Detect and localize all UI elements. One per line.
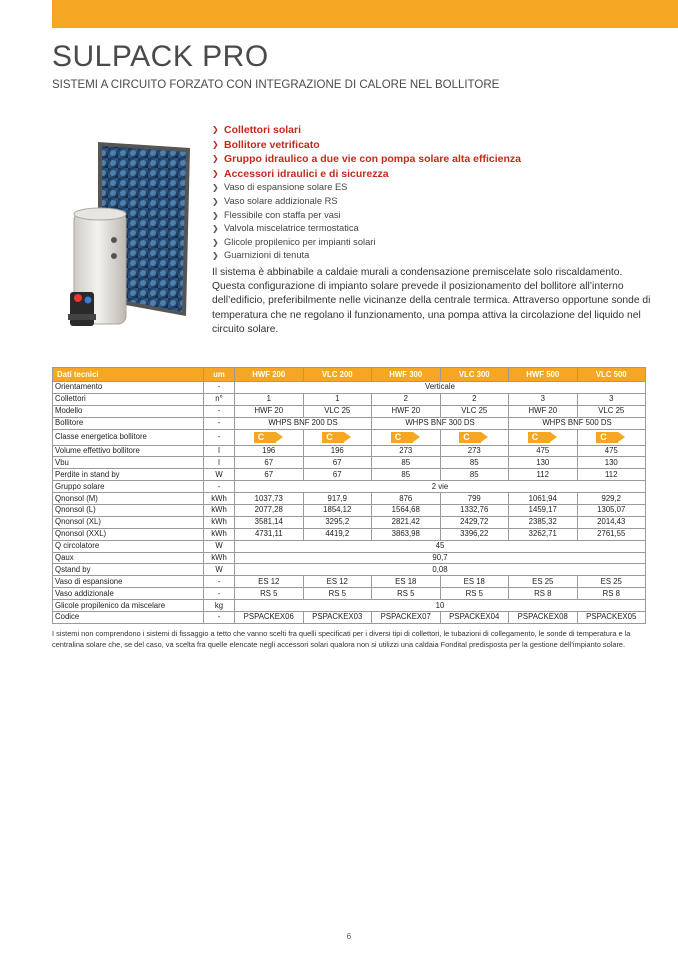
table-row <box>53 445 646 457</box>
value-cell: 1 <box>235 393 304 405</box>
value-cell: 2 vie <box>235 481 646 493</box>
value-cell: 2 <box>440 393 509 405</box>
chevron-right-icon: ❯ <box>212 125 219 134</box>
page-number: 6 <box>346 932 352 941</box>
unit-cell: kg <box>204 600 235 612</box>
chevron-right-icon: ❯ <box>212 183 219 193</box>
value-cell: 1305,07 <box>577 505 646 517</box>
table-row <box>53 540 646 552</box>
value-cell: 2761,55 <box>577 528 646 540</box>
energy-class-cell <box>235 429 304 445</box>
value-cell: 85 <box>372 469 441 481</box>
value-cell: RS 5 <box>440 588 509 600</box>
value-cell: 112 <box>577 469 646 481</box>
chevron-right-icon: ❯ <box>212 168 219 178</box>
table-row <box>53 469 646 481</box>
table-row <box>53 405 646 417</box>
feature-item: ❯ Accessori idraulici e di sicurezza <box>212 167 389 180</box>
column-header: HWF 500 <box>509 368 578 382</box>
unit-cell: - <box>204 612 235 624</box>
row-label: Qnonsol (XL) <box>53 516 204 528</box>
table-row <box>53 382 646 394</box>
value-cell: 4419,2 <box>303 528 372 540</box>
chevron-right-icon: ❯ <box>212 251 219 261</box>
value-cell: PSPACKEX04 <box>440 612 509 624</box>
value-cell: 10 <box>235 600 646 612</box>
accessory-item: ❯ Valvola miscelatrice termostatica <box>212 222 652 236</box>
unit-cell: l <box>204 457 235 469</box>
value-cell: 475 <box>509 445 578 457</box>
row-label: Qnonsol (XXL) <box>53 528 204 540</box>
table-row <box>53 564 646 576</box>
value-cell: VLC 25 <box>440 405 509 417</box>
row-label: Q circolatore <box>53 540 204 552</box>
feature-item: ❯ Bollitore vetrificato <box>212 138 320 151</box>
unit-cell: kWh <box>204 528 235 540</box>
value-cell: ES 12 <box>303 576 372 588</box>
table-row <box>53 393 646 405</box>
unit-cell: - <box>204 588 235 600</box>
value-cell: 112 <box>509 469 578 481</box>
energy-class-badge <box>322 432 352 443</box>
value-cell: 799 <box>440 493 509 505</box>
value-cell: 90,7 <box>235 552 646 564</box>
chevron-right-icon: ❯ <box>212 224 219 234</box>
energy-class-badge <box>528 432 558 443</box>
value-cell: 929,2 <box>577 493 646 505</box>
value-cell: 917,9 <box>303 493 372 505</box>
row-label: Collettori <box>53 393 204 405</box>
value-cell: 1 <box>303 393 372 405</box>
value-cell: ES 12 <box>235 576 304 588</box>
value-cell: 2 <box>372 393 441 405</box>
value-cell: HWF 20 <box>235 405 304 417</box>
energy-class-cell <box>509 429 578 445</box>
row-label: Vbu <box>53 457 204 469</box>
energy-class-cell <box>303 429 372 445</box>
column-header: Dati tecnici <box>53 368 204 382</box>
value-cell: RS 5 <box>372 588 441 600</box>
value-cell: PSPACKEX06 <box>235 612 304 624</box>
row-label: Orientamento <box>53 382 204 394</box>
row-label: Vaso di espansione <box>53 576 204 588</box>
table-row <box>53 505 646 517</box>
table-row <box>53 516 646 528</box>
value-cell: 3262,71 <box>509 528 578 540</box>
unit-cell: l <box>204 445 235 457</box>
feature-item: ❯ Collettori solari <box>212 124 302 136</box>
value-cell: 1037,73 <box>235 493 304 505</box>
accessory-item: ❯ Vaso di espansione solare ES <box>212 181 652 195</box>
value-cell: PSPACKEX05 <box>577 612 646 624</box>
energy-class-badge <box>596 432 626 443</box>
energy-class-label: C <box>531 431 539 442</box>
value-cell: 273 <box>440 445 509 457</box>
energy-class-cell <box>440 429 509 445</box>
technical-data-table <box>52 367 646 624</box>
value-cell: Verticale <box>235 382 646 394</box>
value-cell: 85 <box>440 469 509 481</box>
energy-class-label: C <box>394 431 402 442</box>
value-cell: RS 8 <box>509 588 578 600</box>
unit-cell: - <box>204 417 235 429</box>
unit-cell: W <box>204 469 235 481</box>
energy-class-label: C <box>600 431 607 442</box>
row-label: Gruppo solare <box>53 481 204 493</box>
row-label: Qaux <box>53 552 204 564</box>
row-label: Bollitore <box>53 417 204 429</box>
value-cell: RS 5 <box>303 588 372 600</box>
row-label: Perdite in stand by <box>53 469 204 481</box>
accessory-item: ❯ Glicole propilenico per impianti solari <box>212 236 652 250</box>
energy-class-label: C <box>463 431 470 442</box>
page-subtitle: SISTEMI A CIRCUITO FORZATO CON INTEGRAZIONE DI CALORE NEL BOLLITORE <box>52 79 500 91</box>
value-cell: WHPS BNF 200 DS <box>235 417 372 429</box>
table-row <box>53 588 646 600</box>
unit-cell: - <box>204 429 235 445</box>
value-cell: 85 <box>372 457 441 469</box>
unit-cell: kWh <box>204 552 235 564</box>
row-label: Volume effettivo bollitore <box>53 445 204 457</box>
value-cell: 3581,14 <box>235 516 304 528</box>
feature-list <box>212 123 652 263</box>
table-body <box>53 382 646 624</box>
unit-cell: W <box>204 540 235 552</box>
accessory-item: ❯ Guarnizioni di tenuta <box>212 249 652 263</box>
table-row <box>53 600 646 612</box>
value-cell: 2077,28 <box>235 505 304 517</box>
value-cell: 130 <box>509 457 578 469</box>
value-cell: 1564,68 <box>372 505 441 517</box>
row-label: Glicole propilenico da miscelare <box>53 600 204 612</box>
accessory-item: ❯ Flessibile con staffa per vasi <box>212 209 652 223</box>
table-row <box>53 576 646 588</box>
value-cell: 45 <box>235 540 646 552</box>
table-row <box>53 417 646 429</box>
energy-class-label: C <box>326 431 333 442</box>
value-cell: 2429,72 <box>440 516 509 528</box>
value-cell: WHPS BNF 500 DS <box>509 417 646 429</box>
unit-cell: kWh <box>204 505 235 517</box>
value-cell: 2385,32 <box>509 516 578 528</box>
value-cell: WHPS BNF 300 DS <box>372 417 509 429</box>
chevron-right-icon: ❯ <box>212 237 219 247</box>
product-image <box>58 128 198 338</box>
value-cell: RS 8 <box>577 588 646 600</box>
unit-cell: W <box>204 564 235 576</box>
value-cell: ES 18 <box>372 576 441 588</box>
column-header: HWF 300 <box>372 368 441 382</box>
chevron-right-icon: ❯ <box>212 196 219 206</box>
value-cell: 0,08 <box>235 564 646 576</box>
value-cell: 1061,94 <box>509 493 578 505</box>
value-cell: ES 25 <box>577 576 646 588</box>
energy-class-badge <box>391 432 421 443</box>
table-header-row <box>53 368 646 382</box>
value-cell: RS 5 <box>235 588 304 600</box>
value-cell: 2014,43 <box>577 516 646 528</box>
unit-cell: - <box>204 405 235 417</box>
value-cell: 67 <box>235 457 304 469</box>
value-cell: 67 <box>303 457 372 469</box>
value-cell: 130 <box>577 457 646 469</box>
system-description: Il sistema è abbinabile a caldaie murali a condensazione premiscelate solo riscaldamento. Questa configurazione di impianto solare prevede il posizionamento del bollitore all’interno dell’edificio, preferibilmente nelle vicinanze della centrale termica. Attraverso opportune sonde di temperatura che ne regolano il funzionamento, una pompa attiva la circolazione del liquido nel circuito solare. <box>212 267 651 335</box>
table-row <box>53 457 646 469</box>
energy-class-badge <box>459 432 489 443</box>
value-cell: 67 <box>303 469 372 481</box>
value-cell: 273 <box>372 445 441 457</box>
table-row <box>53 481 646 493</box>
value-cell: 3 <box>577 393 646 405</box>
table-row <box>53 493 646 505</box>
row-label: Vaso addizionale <box>53 588 204 600</box>
value-cell: 3396,22 <box>440 528 509 540</box>
value-cell: 196 <box>303 445 372 457</box>
table-row <box>53 612 646 624</box>
chevron-right-icon: ❯ <box>212 210 219 220</box>
unit-cell: - <box>204 576 235 588</box>
table-row <box>53 552 646 564</box>
value-cell: VLC 25 <box>303 405 372 417</box>
unit-cell: - <box>204 382 235 394</box>
energy-class-badge <box>254 432 284 443</box>
value-cell: 4731,11 <box>235 528 304 540</box>
energy-class-cell <box>372 429 441 445</box>
value-cell: PSPACKEX03 <box>303 612 372 624</box>
value-cell: 2821,42 <box>372 516 441 528</box>
unit-cell: kWh <box>204 516 235 528</box>
value-cell: 3 <box>509 393 578 405</box>
value-cell: HWF 20 <box>372 405 441 417</box>
table-row <box>53 429 646 445</box>
page-title: SULPACK PRO <box>52 40 269 73</box>
feature-item: ❯ Gruppo idraulico a due vie con pompa solare alta efficienza <box>212 153 521 166</box>
value-cell: 3863,98 <box>372 528 441 540</box>
value-cell: VLC 25 <box>577 405 646 417</box>
row-label: Modello <box>53 405 204 417</box>
row-label: Qstand by <box>53 564 204 576</box>
value-cell: 1854,12 <box>303 505 372 517</box>
chevron-right-icon: ❯ <box>212 154 219 164</box>
column-header: HWF 200 <box>235 368 304 382</box>
row-label: Qnonsol (M) <box>53 493 204 505</box>
value-cell: 85 <box>440 457 509 469</box>
value-cell: 1332,76 <box>440 505 509 517</box>
column-header: um <box>204 368 235 382</box>
unit-cell: kWh <box>204 493 235 505</box>
table-row <box>53 528 646 540</box>
column-header: VLC 500 <box>577 368 646 382</box>
column-header: VLC 300 <box>440 368 509 382</box>
value-cell: 1459,17 <box>509 505 578 517</box>
energy-class-cell <box>577 429 646 445</box>
row-label: Qnonsol (L) <box>53 505 204 517</box>
value-cell: PSPACKEX08 <box>509 612 578 624</box>
value-cell: 475 <box>577 445 646 457</box>
footnote: I sistemi non comprendono i sistemi di fissaggio a tetto che vanno scelti fra quelli specificati per i diversi tipi di collettori, le tubazioni di collegamento, le sonde di temperatura e la centralina solare che, se del caso, va scelta fra quelle elencate negli accessori solari qualora non si utilizzi una caldaia Fondital predisposta per la gestione dell’impianto solare. <box>52 629 631 649</box>
value-cell: 3295,2 <box>303 516 372 528</box>
column-header: VLC 200 <box>303 368 372 382</box>
row-label: Codice <box>53 612 204 624</box>
value-cell: HWF 20 <box>509 405 578 417</box>
value-cell: 876 <box>372 493 441 505</box>
unit-cell: - <box>204 481 235 493</box>
value-cell: PSPACKEX07 <box>372 612 441 624</box>
value-cell: 67 <box>235 469 304 481</box>
top-accent-bar <box>52 0 678 28</box>
value-cell: 196 <box>235 445 304 457</box>
unit-cell: n° <box>204 393 235 405</box>
row-label: Classe energetica bollitore <box>53 429 204 445</box>
accessory-item: ❯ Vaso solare addizionale RS <box>212 195 652 209</box>
energy-class-label: C <box>257 431 265 442</box>
chevron-right-icon: ❯ <box>212 139 219 149</box>
value-cell: ES 25 <box>509 576 578 588</box>
value-cell: ES 18 <box>440 576 509 588</box>
